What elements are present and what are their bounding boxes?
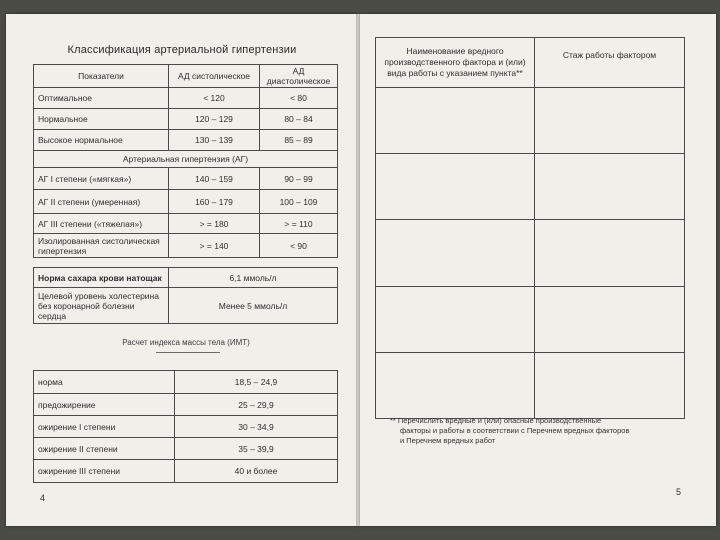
- table-row: [34, 214, 338, 234]
- bmi-table: [33, 370, 338, 483]
- table-cell: [376, 88, 535, 154]
- table-cell: [376, 286, 535, 352]
- left-page: [6, 14, 358, 526]
- norm-label: Целевой уровень холестерина без коронарной болезни сердца: [34, 288, 169, 324]
- systolic-cell: > = 140: [169, 234, 260, 258]
- norm-label: Норма сахара крови натощак: [34, 268, 169, 288]
- bmi-category: норма: [34, 371, 175, 394]
- table-row: [34, 371, 338, 394]
- table-cell: [535, 220, 685, 286]
- bmi-caption: Расчет индекса массы тела (ИМТ): [122, 338, 250, 347]
- table-cell: [535, 352, 685, 418]
- category-cell: АГ III степени («тяжелая»): [34, 214, 169, 234]
- column-header: АД систолическое: [169, 65, 260, 88]
- systolic-cell: < 120: [169, 88, 260, 109]
- divider: [156, 352, 220, 353]
- table-cell: [535, 154, 685, 220]
- table-row: [34, 438, 338, 460]
- norm-value: Менее 5 ммоль/л: [169, 288, 338, 324]
- bmi-range: 35 – 39,9: [175, 438, 338, 460]
- column-header: АД диастолическое: [260, 65, 338, 88]
- bmi-category: ожирение III степени: [34, 460, 175, 483]
- page-number: 5: [676, 487, 682, 497]
- diastolic-cell: 85 – 89: [260, 130, 338, 151]
- column-header: Стаж работы фактором: [535, 38, 685, 88]
- bmi-range: 30 – 34,9: [175, 416, 338, 438]
- footnote-line: факторы и работы в соответствии с Перечнем вредных факторов: [400, 426, 630, 435]
- blood-pressure-table: [33, 64, 338, 258]
- footnote-line: ** Перечислить вредные и (или) опасные производственные: [390, 416, 602, 425]
- footnote: [390, 416, 690, 446]
- systolic-cell: > = 180: [169, 214, 260, 234]
- right-page: [360, 14, 716, 526]
- norms-table: [33, 267, 338, 324]
- table-row: [376, 220, 685, 286]
- column-header: Показатели: [34, 65, 169, 88]
- column-header: Наименование вредного производственного фактора и (или) вида работы с указанием пункта**: [376, 38, 535, 88]
- table-row: [34, 109, 338, 130]
- table-cell: [376, 154, 535, 220]
- bmi-category: ожирение I степени: [34, 416, 175, 438]
- systolic-cell: 140 – 159: [169, 168, 260, 190]
- table-row: [376, 286, 685, 352]
- systolic-cell: 130 – 139: [169, 130, 260, 151]
- diastolic-cell: 80 – 84: [260, 109, 338, 130]
- table-row: [376, 154, 685, 220]
- category-cell: АГ II степени (умеренная): [34, 190, 169, 214]
- page-title: Классификация артериальной гипертензии: [67, 44, 297, 56]
- bmi-range: 18,5 – 24,9: [175, 371, 338, 394]
- table-row: [34, 394, 338, 416]
- table-row: [34, 130, 338, 151]
- footnote-line: и Перечнем вредных работ: [400, 436, 496, 445]
- section-heading: Артериальная гипертензия (АГ): [34, 151, 338, 168]
- systolic-cell: 120 – 129: [169, 109, 260, 130]
- table-row: [34, 460, 338, 483]
- table-cell: [535, 286, 685, 352]
- table-row: [34, 416, 338, 438]
- bmi-range: 25 – 29,9: [175, 394, 338, 416]
- table-cell: [376, 352, 535, 418]
- category-cell: Высокое нормальное: [34, 130, 169, 151]
- bmi-category: ожирение II степени: [34, 438, 175, 460]
- bmi-range: 40 и более: [175, 460, 338, 483]
- diastolic-cell: 100 – 109: [260, 190, 338, 214]
- table-cell: [535, 88, 685, 154]
- table-row: [34, 288, 338, 324]
- table-row: [376, 352, 685, 418]
- table-row: [376, 88, 685, 154]
- category-cell: Оптимальное: [34, 88, 169, 109]
- hazard-table: [375, 37, 685, 419]
- diastolic-cell: < 90: [260, 234, 338, 258]
- systolic-cell: 160 – 179: [169, 190, 260, 214]
- norm-value: 6,1 ммоль/л: [169, 268, 338, 288]
- table-cell: [376, 220, 535, 286]
- table-row: [34, 190, 338, 214]
- table-row: [34, 268, 338, 288]
- category-cell: Нормальное: [34, 109, 169, 130]
- table-row: [34, 88, 338, 109]
- diastolic-cell: 90 – 99: [260, 168, 338, 190]
- table-row: [34, 234, 338, 258]
- page-number: 4: [40, 493, 46, 503]
- table-row: [34, 168, 338, 190]
- category-cell: Изолированная систолическая гипертензия: [34, 234, 169, 258]
- diastolic-cell: > = 110: [260, 214, 338, 234]
- diastolic-cell: < 80: [260, 88, 338, 109]
- bmi-category: предожирение: [34, 394, 175, 416]
- category-cell: АГ I степени («мягкая»): [34, 168, 169, 190]
